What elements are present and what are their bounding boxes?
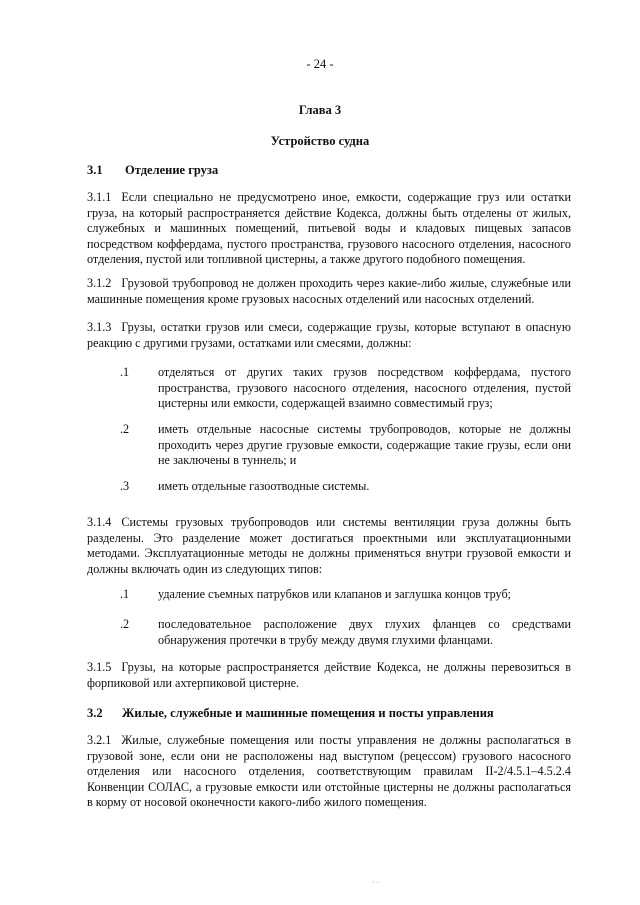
section-number: 3.1 (87, 163, 103, 177)
page-number: - 24 - (306, 57, 334, 71)
paragraph-text: Жилые, служебные помещения или посты управления не должны располагаться в грузовой зоне, если они не расположены над выступом (рецессом) грузового насосного отделения или насосного отделения, соответствующим правилам II-2/4.5.1–4.5.2.4 Конвенции СОЛАС, а грузовые емкости или отстойные цистерны не должны располагаться в корму от носовой оконечности какого-либо жилого помещения. (87, 733, 571, 810)
list-item-number: .1 (120, 365, 130, 379)
chapter-title: Устройство судна (270, 134, 370, 148)
paragraph-3-2-1 (87, 733, 571, 811)
paragraph-number: 3.1.2 (87, 276, 112, 290)
section-number: 3.2 (87, 706, 103, 720)
list-item-text: последовательное расположение двух глухих фланцев со средствами обнаружения протечки в трубу между двумя глухими фланцами. (158, 617, 571, 647)
list-item-number: .2 (120, 617, 130, 631)
list-item-text: иметь отдельные газоотводные системы. (158, 479, 370, 493)
chapter-heading: Глава 3 (298, 103, 342, 117)
paragraph-3-1-1 (87, 190, 571, 268)
paragraph-number: 3.1.3 (87, 320, 112, 334)
paragraph-number: 3.2.1 (87, 733, 112, 747)
paragraph-text: Системы грузовых трубопроводов или системы вентиляции груза должны быть разделены. Это разделение может достигаться проектными или эксплуатационными методами. Эксплуатационные методы не должны применяться внутри грузовой емкости и должны включать один из следующих типов: (87, 515, 571, 576)
list-item-text: иметь отдельные насосные системы трубопроводов, которые не должны проходить через другие грузовые емкости, содержащие такие грузы, если они не заключены в туннель; и (158, 422, 571, 468)
paragraph-text: Если специально не предусмотрено иное, емкости, содержащие груз или остатки груза, на который распространяется действие Кодекса, должны быть отделены от жилых, служебных и машинных помещений, питьевой воды и кладовых пищевых запасов посредством коффердама, пустого пространства, грузового насосного отделения, насосного отделения, пустой или топливной цистерны, а также другого подобного помещения. (87, 190, 571, 267)
paragraph-3-1-5 (87, 660, 571, 691)
paragraph-3-1-3 (87, 320, 571, 351)
scan-artifact: ˙ ˙ (372, 880, 380, 889)
paragraph-number: 3.1.4 (87, 515, 112, 529)
section-title: Отделение груза (125, 163, 219, 177)
list-item-number: .1 (120, 587, 130, 601)
paragraph-text: Грузовой трубопровод не должен проходить через какие-либо жилые, служебные или машинные помещения кроме грузовых насосных отделений или насосных отделений. (87, 276, 571, 306)
list-item-text: удаление съемных патрубков или клапанов и заглушка концов труб; (158, 587, 512, 601)
paragraph-text: Грузы, остатки грузов или смеси, содержащие грузы, которые вступают в опасную реакцию с другими грузами, остатками или смесями, должны: (87, 320, 571, 350)
list-item-number: .3 (120, 479, 130, 493)
paragraph-text: Грузы, на которые распространяется действие Кодекса, не должны перевозиться в форпиковой или ахтерпиковой цистерне. (87, 660, 571, 690)
paragraph-3-1-2 (87, 276, 571, 307)
section-title: Жилые, служебные и машинные помещения и посты управления (122, 706, 494, 720)
list-item-number: .2 (120, 422, 130, 436)
paragraph-number: 3.1.1 (87, 190, 112, 204)
paragraph-3-1-4 (87, 515, 571, 577)
paragraph-number: 3.1.5 (87, 660, 112, 674)
list-item-text: отделяться от других таких грузов посредством коффердама, пустого пространства, грузового насосного отделения, насосного отделения, пустой цистерны или емкости, содержащей взаимно совместимый груз; (158, 365, 571, 411)
